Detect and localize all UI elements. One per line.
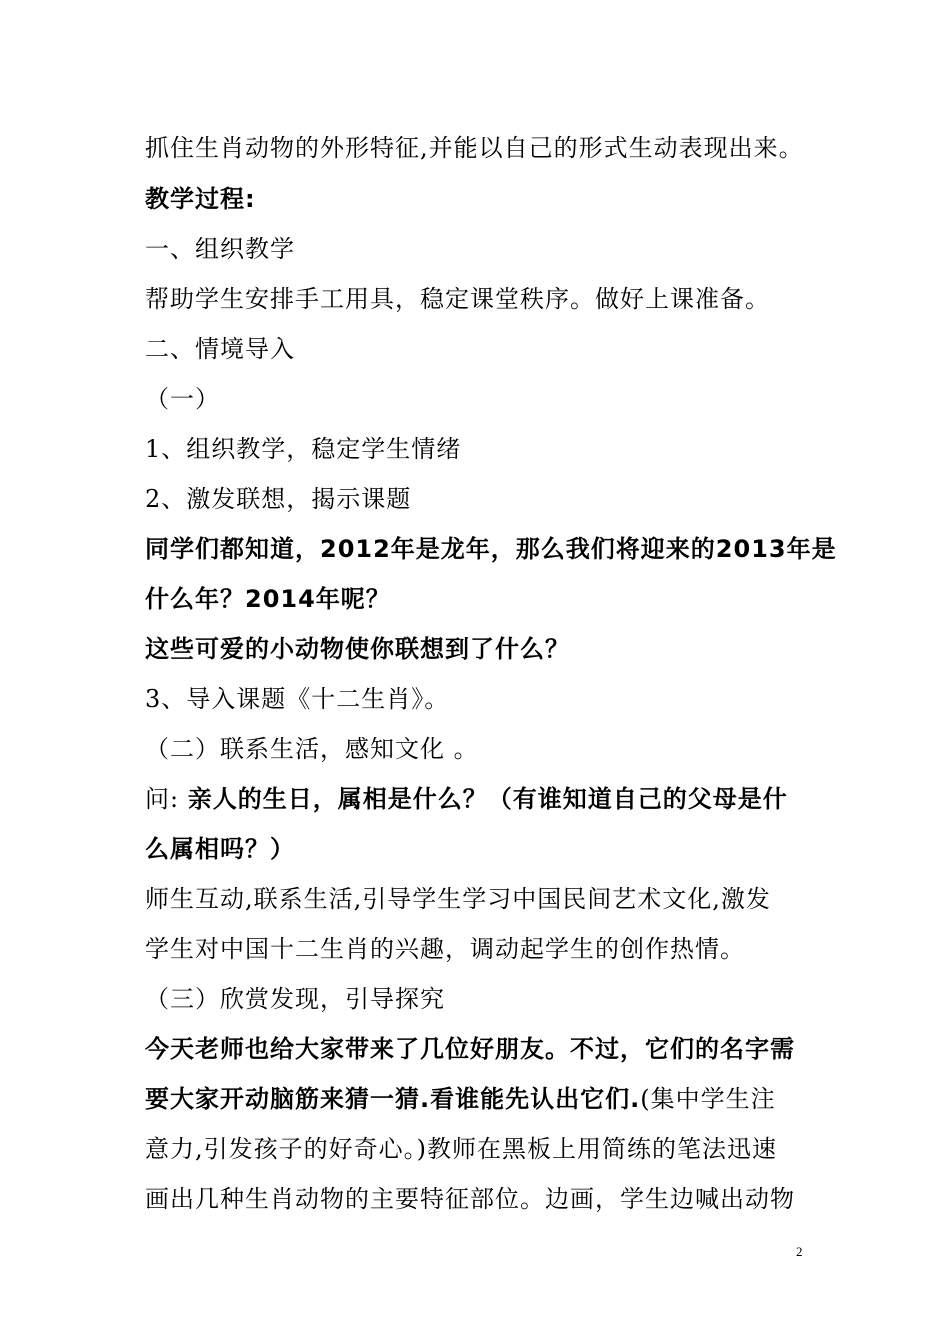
text-line: 学生对中国十二生肖的兴趣，调动起学生的创作热情。 — [145, 935, 745, 963]
text-line: 1、组织教学，稳定学生情绪 — [145, 435, 462, 463]
text-line: 师生互动,联系生活,引导学生学习中国民间艺术文化,激发 — [145, 885, 771, 913]
text-line: 帮助学生安排手工用具，稳定课堂秩序。做好上课准备。 — [145, 285, 770, 313]
text-line: 这些可爱的小动物使你联想到了什么？ — [145, 635, 570, 663]
text-segment: 要大家开动脑筋来猜一猜.看谁能先认出它们. — [145, 1085, 641, 1113]
text-line: 3、导入课题《十二生肖》。 — [145, 685, 450, 713]
text-line: 抓住生肖动物的外形特征,并能以自己的形式生动表现出来。 — [145, 134, 804, 162]
text-segment: (集中学生注 — [640, 1085, 776, 1113]
text-line: 2、激发联想，揭示课题 — [145, 485, 412, 513]
text-line — [145, 1081, 776, 1117]
text-line: 今天老师也给大家带来了几位好朋友。不过，它们的名字需 — [145, 1035, 795, 1063]
text-line: 么属相吗？） — [145, 835, 295, 863]
text-line: （二）联系生活，感知文化 。 — [145, 735, 479, 763]
text-line: 意力,引发孩子的好奇心。)教师在黑板上用简练的笔法迅速 — [145, 1135, 777, 1163]
text-segment: 亲人的生日，属相是什么？（有谁知道自己的父母是什 — [187, 785, 788, 813]
text-line: 二、情境导入 — [145, 335, 295, 363]
text-segment: 问: — [145, 785, 188, 813]
text-line: （一） — [145, 385, 220, 413]
text-line: 一、组织教学 — [145, 235, 295, 263]
text-line: 同学们都知道，2012年是龙年，那么我们将迎来的2013年是 — [145, 535, 837, 563]
text-line — [145, 781, 788, 817]
text-line: 教学过程: — [145, 185, 256, 213]
text-line: 画出几种生肖动物的主要特征部位。边画，学生边喊出动物 — [145, 1185, 795, 1213]
text-line: 什么年？2014年呢？ — [145, 585, 391, 613]
page-number: 2 — [796, 1244, 803, 1259]
text-line: （三）欣赏发现，引导探究 — [145, 985, 445, 1013]
